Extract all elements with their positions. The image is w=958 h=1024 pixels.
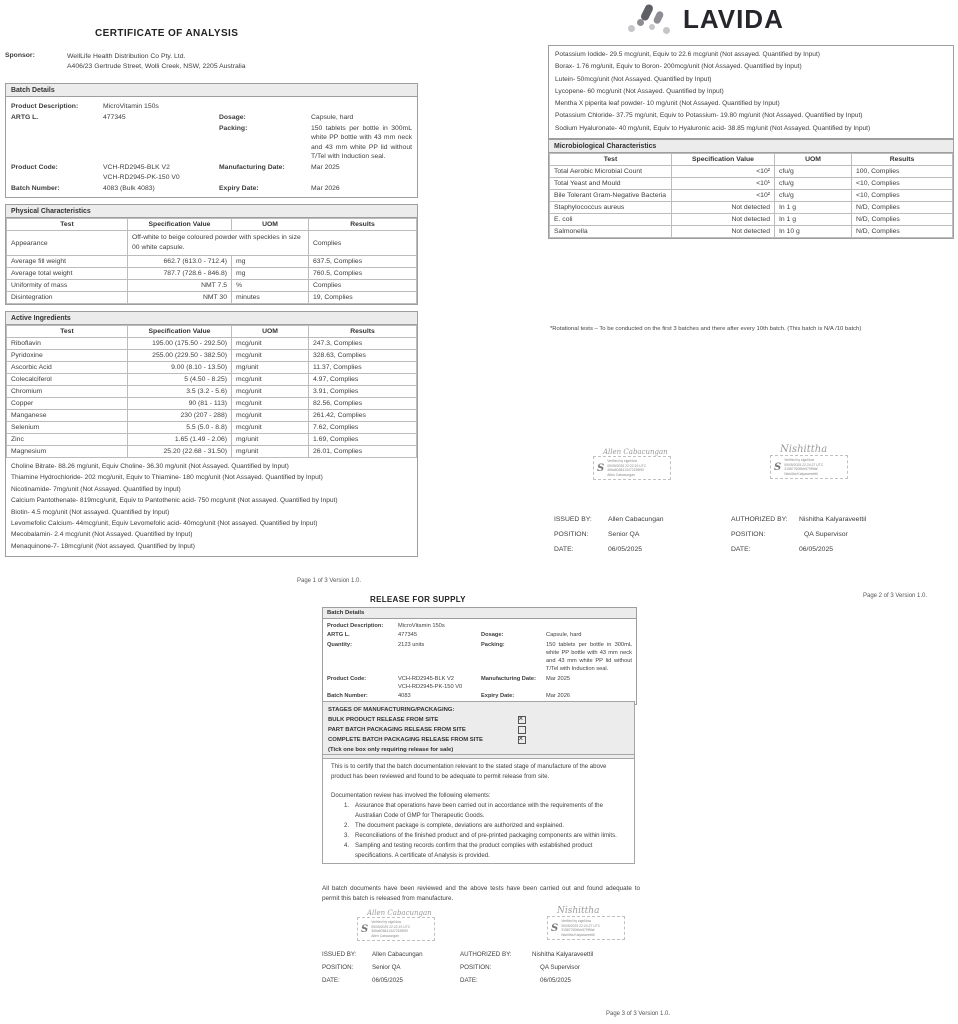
stamp-line: Verified by signNow	[561, 919, 592, 923]
note-line: Biotin- 4.5 mcg/unit (Not assayed. Quantified by Input)	[11, 508, 170, 516]
page-1	[5, 28, 418, 557]
sponsor-name: WellLife Health Distribution Co Pty. Ltd.	[67, 53, 186, 60]
product-code-1: VCH-RD2945-BLK V2	[398, 675, 454, 682]
cell-spec: 9.00 (8.10 - 13.50)	[128, 362, 232, 374]
signnow-icon: S	[551, 922, 559, 934]
authorized-by-label: AUTHORIZED BY:	[731, 516, 788, 523]
certify-list	[331, 801, 626, 861]
issuer-name: Allen Cabacungan	[608, 516, 664, 523]
certify-paragraph: This is to certify that the batch documentation relevant to the stated stage of manufacture of the above product has been reviewed and found to be adequate to permit release from site.	[331, 763, 607, 780]
stamp-line: 05/05/2025 22:22:19 UTC	[371, 924, 411, 929]
stamp-line: 365a5038413472159f90	[371, 929, 409, 934]
field-label: Manufacturing Date:	[481, 675, 536, 682]
certify-paragraph: Documentation review has involved the following elements:	[331, 792, 491, 799]
lavida-logo-icon	[628, 4, 674, 36]
table-row-appearance	[7, 231, 417, 256]
cell-test: Average fill weight	[7, 256, 128, 268]
batch-details-grid	[323, 619, 636, 704]
field-label: Manufacturing Date:	[219, 164, 285, 171]
stage-label: BULK PRODUCT RELEASE FROM SITE	[328, 716, 439, 723]
field-label: Batch Number:	[327, 693, 368, 700]
input-quantified-notes	[6, 458, 417, 556]
list-number: 3.	[344, 832, 350, 839]
cell-uom: cfu/g	[775, 190, 852, 202]
col-uom: UOM	[232, 219, 309, 231]
authorized-by-block	[731, 512, 866, 557]
stamp-line: Nishitha Kalyaraveettil	[561, 932, 595, 937]
cell-uom: mcg/unit	[232, 422, 309, 434]
field-label: Product Code:	[327, 675, 367, 682]
signnow-icon: S	[361, 923, 369, 935]
table-row	[7, 362, 417, 374]
stamp-line: 365a5038413472159f90	[607, 468, 645, 473]
table-row	[7, 350, 417, 362]
stamp-line: Allen Cabacungan	[607, 472, 635, 477]
page-title: RELEASE FOR SUPPLY	[370, 595, 466, 604]
cell-result: <10, Complies	[852, 190, 953, 202]
field-label: Dosage:	[219, 113, 246, 121]
field-label: Packing:	[219, 124, 248, 132]
cell-uom: In 1 g	[775, 202, 852, 214]
field-label: Batch Number:	[11, 184, 60, 192]
page-1-footer: Page 1 of 3 Version 1.0.	[297, 578, 362, 584]
signature-script: Allen Cabacungan	[603, 448, 668, 456]
list-text: Sampling and testing records confirm that the product complies with established product specifications. A certificate of Analysis is provided.	[355, 842, 593, 859]
sponsor-details	[67, 52, 246, 72]
cell-test: Chromium	[7, 386, 128, 398]
signature-script: Nishittha	[557, 906, 600, 916]
field-value: 477345	[103, 113, 126, 121]
list-text: Assurance that operations have been carried out in accordance with the requirements of the Australian Code of GMP for Therapeutic Goods.	[355, 802, 603, 819]
cell-result: 247.3, Complies	[309, 338, 417, 350]
cell-spec: NMT 7.5	[128, 280, 232, 292]
signature-script: Nishittha	[780, 444, 828, 455]
issuer-position: Senior QA	[372, 964, 401, 971]
cell-spec: Off-white to beige coloured powder with speckles in size 00 white capsule.	[128, 231, 309, 256]
signnow-icon: S	[597, 462, 605, 474]
list-number: 1.	[344, 802, 350, 809]
stages-of-manufacturing-box	[322, 701, 635, 759]
cell-result: 3.91, Complies	[309, 386, 417, 398]
stages-header: STAGES OF MANUFACTURING/PACKAGING:	[328, 706, 455, 713]
table-row	[7, 374, 417, 386]
field-label: Dosage:	[481, 632, 504, 639]
cell-test: E. coli	[550, 214, 672, 226]
cell-uom: mcg/unit	[232, 350, 309, 362]
cell-result: 261.42, Complies	[309, 410, 417, 422]
position-label: POSITION:	[731, 531, 766, 538]
cell-uom: cfu/g	[775, 178, 852, 190]
cell-spec: <10²	[672, 190, 775, 202]
table-row	[550, 166, 953, 178]
field-label: ARTG L.	[11, 113, 39, 121]
cell-result: Complies	[309, 231, 417, 256]
issuer-position: Senior QA	[608, 531, 640, 538]
cell-test: Selenium	[7, 422, 128, 434]
cell-test: Disintegration	[7, 292, 128, 304]
position-label: POSITION:	[460, 964, 492, 971]
field-label: Quantity:	[327, 641, 352, 648]
table-row	[7, 422, 417, 434]
list-number: 4.	[344, 842, 350, 849]
stamp-line: Verified by signNow	[371, 920, 402, 924]
position-label: POSITION:	[554, 531, 589, 538]
authorizer-signature	[547, 906, 625, 940]
cell-spec: 230 (207 - 288)	[128, 410, 232, 422]
col-results: Results	[309, 326, 417, 338]
field-value: 4083	[398, 693, 411, 700]
cell-test: Zinc	[7, 434, 128, 446]
note-line: Borax- 1.76 mg/unit, Equiv to Boron- 200mcg/unit (Not Assayed. Quantified by Input)	[555, 63, 802, 71]
cell-spec: <10¹	[672, 178, 775, 190]
cell-uom: cfu/g	[775, 166, 852, 178]
note-line: Choline Bitrate- 88.26 mg/unit, Equiv Choline- 36.30 mg/unit (Not Assayed. Quantified by Input)	[11, 463, 289, 470]
authorized-by-label: AUTHORIZED BY:	[460, 951, 512, 958]
signnow-icon: S	[774, 461, 782, 473]
cell-spec: 90 (81 - 113)	[128, 398, 232, 410]
date-label: DATE:	[322, 977, 340, 984]
cell-test: Uniformity of mass	[7, 280, 128, 292]
cell-spec: NMT 30	[128, 292, 232, 304]
list-number: 2.	[344, 822, 350, 829]
note-line: Mentha X piperita leaf powder- 10 mg/unit (Not Assayed. Quantified by Input)	[555, 100, 780, 108]
stamp-line: Nishitha Kalyaraveettil	[784, 471, 818, 476]
stamp-line: 05/05/2025 22:24:27 UTC	[784, 462, 824, 467]
issuer-date: 06/05/2025	[372, 977, 403, 984]
cell-result: N/D, Complies	[852, 202, 953, 214]
note-line: Thiamine Hydrochloride- 202 mcg/unit, Equiv to Thiamine- 180 mcg/unit (Not Assayed. Quantified by Input)	[11, 474, 323, 482]
stamp-line: 31587760f6rb579f9faf	[784, 467, 818, 472]
page-title: CERTIFICATE OF ANALYSIS	[95, 28, 239, 39]
cell-uom: In 10 g	[775, 226, 852, 238]
stamp-line: 05/05/2025 22:22:19 UTC	[607, 463, 647, 468]
cell-uom: mg	[232, 256, 309, 268]
authorizer-position: QA Supervisor	[804, 531, 848, 538]
field-value: 477345	[398, 632, 417, 639]
note-line: Potassium Chloride- 37.75 mg/unit, Equiv to Potassium- 19.80 mg/unit (Not Assayed. Quantified by Input)	[555, 112, 863, 120]
table-row	[550, 214, 953, 226]
cell-test: Magnesium	[7, 446, 128, 458]
cell-spec: 5 (4.50 - 8.25)	[128, 374, 232, 386]
checkbox-bulk-release	[518, 716, 526, 724]
issued-by-label: ISSUED BY:	[322, 951, 357, 958]
cell-uom: mg/unit	[232, 446, 309, 458]
cell-spec: 5.5 (5.0 - 8.8)	[128, 422, 232, 434]
cell-spec: 787.7 (728.6 - 846.8)	[128, 268, 232, 280]
spacer	[11, 122, 99, 162]
issued-by-block	[322, 948, 423, 987]
section-header: Physical Characteristics	[6, 205, 417, 218]
col-results: Results	[309, 219, 417, 231]
authorizer-date: 06/05/2025	[799, 546, 834, 553]
field-label: Product Code:	[11, 164, 58, 171]
table-row	[7, 446, 417, 458]
field-value: Mar 2025	[546, 675, 571, 682]
table-row	[7, 280, 417, 292]
cell-uom: In 1 g	[775, 214, 852, 226]
release-statement: All batch documents have been reviewed and the above tests have been carried out and found adequate to permit this batch is released from manufacture.	[322, 885, 640, 902]
cell-spec: 25.20 (22.68 - 31.50)	[128, 446, 232, 458]
field-label: Packing:	[481, 641, 505, 648]
field-label: Expiry Date:	[219, 184, 259, 192]
signature-script: Allen Cabacungan	[367, 909, 432, 917]
issued-by-block	[554, 512, 664, 557]
cell-uom: mg/unit	[232, 362, 309, 374]
stage-label: COMPLETE BATCH PACKAGING RELEASE FROM SITE	[328, 737, 483, 744]
checkbox-part-batch-release	[518, 726, 526, 734]
field-label: ARTG L.	[327, 632, 350, 639]
field-value: 4083 (Bulk 4083)	[103, 184, 155, 192]
stage-row	[328, 725, 629, 735]
col-test: Test	[7, 326, 128, 338]
issuer-signature	[593, 448, 671, 480]
table-row	[550, 178, 953, 190]
stage-row	[328, 735, 629, 745]
authorized-by-block	[460, 948, 593, 987]
signature-stamp	[547, 916, 625, 940]
cell-spec: Not detected	[672, 214, 775, 226]
cell-result: 19, Complies	[309, 292, 417, 304]
section-header: Batch Details	[323, 608, 636, 619]
cell-uom: %	[232, 280, 309, 292]
cell-uom: mcg/unit	[232, 386, 309, 398]
stamp-line: 31587760f6rb579f9faf	[561, 928, 595, 933]
cell-spec: 255.00 (229.50 - 382.50)	[128, 350, 232, 362]
stage-row	[328, 715, 629, 725]
certification-box	[322, 754, 635, 864]
note-line: Sodium Hyaluronate- 40 mg/unit, Equiv to Hyaluronic acid- 38.85 mg/unit (Not Assayed. Quantified by Input)	[555, 124, 871, 132]
spacer	[103, 122, 215, 162]
header-row	[7, 326, 417, 338]
date-label: DATE:	[731, 546, 751, 553]
active-ingredients-table	[6, 325, 417, 458]
field-value: 150 tablets per bottle in 300mL white PP bottle with 43 mm neck and 43 mm white PP lid without T/Tel with Induction seal.	[546, 641, 632, 673]
signature-stamp	[593, 456, 671, 480]
lavida-logo-text: LAVIDA	[683, 4, 784, 34]
cell-result: 100, Complies	[852, 166, 953, 178]
cell-test: Total Yeast and Mould	[550, 178, 672, 190]
cell-spec: 195.00 (175.50 - 292.50)	[128, 338, 232, 350]
cell-result: Complies	[309, 280, 417, 292]
col-uom: UOM	[775, 154, 852, 166]
table-row	[7, 398, 417, 410]
cell-spec: <10²	[672, 166, 775, 178]
cell-uom: mg	[232, 268, 309, 280]
field-value: MicroVitamin 150s	[103, 102, 159, 110]
cell-uom: mcg/unit	[232, 374, 309, 386]
cell-test: Manganese	[7, 410, 128, 422]
table-row	[7, 434, 417, 446]
table-row	[550, 226, 953, 238]
product-code-1: VCH-RD2945-BLK V2	[103, 164, 170, 171]
sponsor-block	[5, 52, 418, 72]
note-line: Lycopene- 60 mcg/unit (Not Assayed. Quantified by Input)	[555, 87, 724, 95]
table-row	[7, 410, 417, 422]
cell-result: <10, Complies	[852, 178, 953, 190]
ingredient-notes-box	[548, 45, 954, 139]
cell-uom: mg/unit	[232, 434, 309, 446]
checkbox-complete-batch-release	[518, 736, 526, 744]
field-label: Expiry Date:	[481, 693, 515, 700]
cell-result: 11.37, Complies	[309, 362, 417, 374]
position-label: POSITION:	[322, 964, 354, 971]
cell-result: 26.01, Complies	[309, 446, 417, 458]
cell-result: 760.5, Complies	[309, 268, 417, 280]
product-code-2: VCH-RD2945-PK-150 V0	[398, 684, 463, 691]
cell-test: Bile Tolerant Gram-Negative Bacteria	[550, 190, 672, 202]
field-label: Product Description:	[11, 102, 79, 110]
field-value: Capsule, hard	[311, 113, 354, 121]
cell-test: Copper	[7, 398, 128, 410]
list-text: The document package is complete, deviations are authorized and explained.	[355, 822, 565, 829]
date-label: DATE:	[554, 546, 574, 553]
note-line: Lutein- 50mcg/unit (Not Assayed. Quantified by Input)	[555, 75, 712, 83]
col-test: Test	[7, 219, 128, 231]
section-header: Batch Details	[6, 84, 417, 97]
stages-note: (Tick one box only requiring release for sale)	[328, 747, 454, 754]
cell-result: 82.56, Complies	[309, 398, 417, 410]
issuer-date: 06/05/2025	[608, 546, 643, 553]
note-line: Calcium Pantothenate- 819mcg/unit, Equiv to Pantothenic acid- 750 mcg/unit (Not assayed. Quantified by Input)	[11, 497, 338, 505]
cell-spec: Not detected	[672, 226, 775, 238]
cell-result: 328.63, Complies	[309, 350, 417, 362]
cell-uom: mcg/unit	[232, 410, 309, 422]
cell-test: Appearance	[7, 231, 128, 256]
microbiological-table	[549, 153, 953, 238]
batch-details-section	[322, 607, 637, 705]
table-row	[550, 202, 953, 214]
cell-test: Riboflavin	[7, 338, 128, 350]
physical-characteristics-section	[5, 204, 418, 305]
cell-test: Ascorbic Acid	[7, 362, 128, 374]
field-value: Mar 2026	[546, 693, 571, 700]
col-test: Test	[550, 154, 672, 166]
cell-result: 4.97, Complies	[309, 374, 417, 386]
table-row	[7, 268, 417, 280]
stamp-text	[371, 920, 410, 938]
col-results: Results	[852, 154, 953, 166]
note-line: Menaquinone-7- 18mcg/unit (Not assayed. Quantified by Input)	[11, 542, 195, 550]
stamp-text	[561, 919, 600, 937]
issued-by-label: ISSUED BY:	[554, 516, 592, 523]
cell-spec: Not detected	[672, 202, 775, 214]
cell-test: Average total weight	[7, 268, 128, 280]
table-row	[7, 256, 417, 268]
table-row	[550, 190, 953, 202]
cell-test: Pyridoxine	[7, 350, 128, 362]
batch-details-section	[5, 83, 418, 198]
table-row	[7, 292, 417, 304]
issuer-name: Allen Cabacungan	[372, 951, 423, 958]
field-value: 2123 units	[398, 641, 425, 648]
header-row	[550, 154, 953, 166]
stamp-line: Verified by signNow	[784, 458, 815, 462]
field-value	[103, 162, 215, 183]
sponsor-address: A406/23 Gertrude Street, Wolli Creek, NSW, 2205 Australia	[67, 63, 246, 70]
signature-stamp	[770, 455, 848, 479]
authorizer-date: 06/05/2025	[540, 977, 571, 984]
table-row	[7, 338, 417, 350]
cell-result: 637.5, Complies	[309, 256, 417, 268]
cell-test: Colecalciferol	[7, 374, 128, 386]
microbiological-section	[548, 139, 954, 239]
cell-result: 1.69, Complies	[309, 434, 417, 446]
section-header: Microbiological Characteristics	[549, 140, 953, 153]
stamp-text	[607, 459, 646, 477]
note-line: Potassium Iodide- 29.5 mcg/unit, Equiv to 22.6 mcg/unit (Not assayed. Quantified by Input)	[555, 51, 820, 58]
col-uom: UOM	[232, 326, 309, 338]
col-spec: Specification Value	[128, 219, 232, 231]
note-line: Mecobalamin- 2.4 mcg/unit (Not Assayed. Quantified by Input)	[11, 531, 193, 539]
list-item	[344, 801, 626, 821]
stamp-line: Allen Cabacungan	[371, 933, 399, 938]
cell-result: N/D, Complies	[852, 214, 953, 226]
col-spec: Specification Value	[128, 326, 232, 338]
cell-test: Total Aerobic Microbial Count	[550, 166, 672, 178]
batch-details-grid	[6, 97, 417, 197]
col-spec: Specification Value	[672, 154, 775, 166]
cell-uom: mcg/unit	[232, 338, 309, 350]
sponsor-label: Sponsor:	[5, 52, 35, 59]
field-value: Mar 2026	[311, 184, 340, 192]
page-3-footer: Page 3 of 3 Version 1.0.	[606, 1011, 671, 1017]
list-item	[344, 821, 626, 831]
stamp-line: Verified by signNow	[607, 459, 638, 463]
cell-spec: 3.5 (3.2 - 5.6)	[128, 386, 232, 398]
cell-spec: 662.7 (613.0 - 712.4)	[128, 256, 232, 268]
field-value	[398, 674, 478, 692]
field-value: MicroVitamin 150s	[398, 623, 445, 629]
stamp-line: 05/05/2025 22:24:27 UTC	[561, 923, 601, 928]
date-label: DATE:	[460, 977, 478, 984]
authorizer-name: Nishitha Kalyaraveettil	[799, 516, 867, 523]
authorizer-position: QA Supervisor	[540, 964, 580, 971]
signature-stamp	[357, 917, 435, 941]
list-item	[344, 841, 626, 861]
active-ingredients-section	[5, 311, 418, 557]
physical-table	[6, 218, 417, 304]
authorizer-signature	[770, 444, 848, 479]
list-text: Reconciliations of the finished product and of pre-printed packaging components are within limits.	[355, 832, 617, 839]
stage-label: PART BATCH PACKAGING RELEASE FROM SITE	[328, 726, 466, 733]
cell-result: N/D, Complies	[852, 226, 953, 238]
cell-result: 7.62, Complies	[309, 422, 417, 434]
cell-test: Salmonella	[550, 226, 672, 238]
field-value: Mar 2025	[311, 164, 340, 171]
field-value: 150 tablets per bottle in 300mL white PP bottle with 43 mm neck and 43 mm white PP lid without T/Tel with Induction seal.	[311, 124, 412, 160]
product-code-2: VCH-RD2945-PK-150 V0	[103, 173, 180, 181]
field-label: Product Description:	[327, 623, 384, 629]
section-header: Active Ingredients	[6, 312, 417, 325]
note-line: Levomefolic Calcium- 44mcg/unit, Equiv Levomefolic acid- 40mcg/unit (Not assayed. Quantified by Input)	[11, 520, 318, 528]
cell-uom: mcg/unit	[232, 398, 309, 410]
page-2-footer: Page 2 of 3 Version 1.0.	[863, 593, 928, 599]
cell-test: Staphylococcus aureus	[550, 202, 672, 214]
note-line: Nicotinamide- 7mg/unit (Not Assayed. Quantified by Input)	[11, 485, 181, 493]
header-row	[7, 219, 417, 231]
field-value: Capsule, hard	[546, 632, 582, 639]
authorizer-name: Nishitha Kalyaraveettil	[532, 951, 594, 958]
issuer-signature	[357, 909, 435, 941]
stamp-text	[784, 458, 823, 476]
table-row	[7, 386, 417, 398]
cell-uom: minutes	[232, 292, 309, 304]
rotational-tests-footnote: *Rotational tests – To be conducted on the first 3 batches and there after every 10th batch. (This batch is N/A /10 batch)	[550, 326, 862, 332]
cell-spec: 1.65 (1.49 - 2.06)	[128, 434, 232, 446]
list-item	[344, 831, 626, 841]
